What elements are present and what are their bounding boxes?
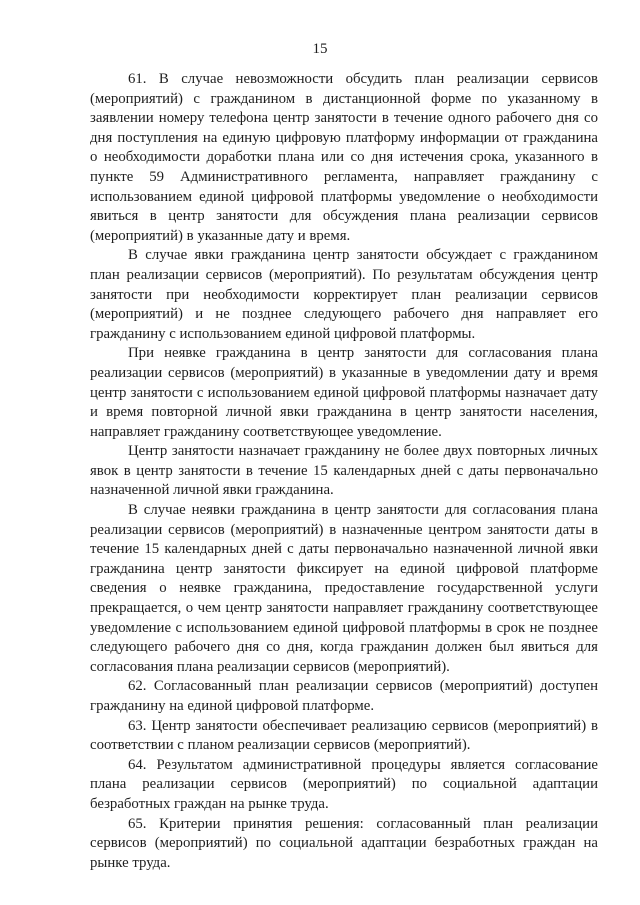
paragraph-non-appearance: При неявке гражданина в центр занятости для согласования плана реализации сервисов (мероприятий) в указанные в уведомлении дату и время центр занятости с использованием единой цифровой платформы назначает дату и время повторной личной явки гражданина в центр занятости населения, направляет гражданину соответствующее уведомление.	[90, 345, 598, 440]
body-text	[90, 70, 598, 873]
paragraph-termination: В случае неявки гражданина в центр занятости для согласования плана реализации сервисов (мероприятий) в назначенные центром занятости даты в течение 15 календарных дней с даты первоначально назначенной личной явки гражданина центр занятости фиксирует на единой цифровой платформе сведения о неявке гражданина, предоставление государственной услуги прекращается, о чем центр занятости направляет гражданину соответствующее уведомление с использованием единой цифровой платформы в срок не позднее следующего рабочего дня со дня, когда гражданин должен был явиться для согласования плана реализации сервисов (мероприятий).	[90, 502, 598, 675]
paragraph-62: 62. Согласованный план реализации сервисов (мероприятий) доступен гражданину на единой цифровой платформе.	[90, 678, 598, 714]
paragraph-63: 63. Центр занятости обеспечивает реализацию сервисов (мероприятий) в соответствии с планом реализации сервисов (мероприятий).	[90, 717, 598, 754]
paragraph-64: 64. Результатом административной процедуры является согласование плана реализации сервисов (мероприятий) по социальной адаптации безработных граждан на рынке труда.	[90, 756, 598, 812]
paragraph-appearance: В случае явки гражданина центр занятости обсуждает с гражданином план реализации сервисов (мероприятий). По результатам обсуждения центр занятости при необходимости корректирует план реализации сервисов (мероприятий) и не позднее следующего рабочего дня направляет его гражданину с использованием единой цифровой платформы.	[90, 247, 598, 342]
paragraph-65: 65. Критерии принятия решения: согласованный план реализации сервисов (мероприятий) по социальной адаптации безработных граждан на рынке труда.	[90, 815, 598, 871]
paragraph-61: 61. В случае невозможности обсудить план реализации сервисов (мероприятий) с гражданином в дистанционной форме по указанному в заявлении номеру телефона центр занятости в течение одного рабочего дня со дня поступления на единую цифровую платформу информации от гражданина о необходимости доработки плана или со дня истечения срока, указанного в пункте 59 Административного регламента, направляет гражданину с использованием единой цифровой платформы уведомление о необходимости явиться в центр занятости для обсуждения плана реализации сервисов (мероприятий) в указанные дату и время.	[90, 71, 598, 244]
paragraph-repeat-visits: Центр занятости назначает гражданину не более двух повторных личных явок в центр занятости в течение 15 календарных дней с даты первоначально назначенной личной явки гражданина.	[90, 443, 598, 499]
page-number: 15	[312, 41, 328, 57]
